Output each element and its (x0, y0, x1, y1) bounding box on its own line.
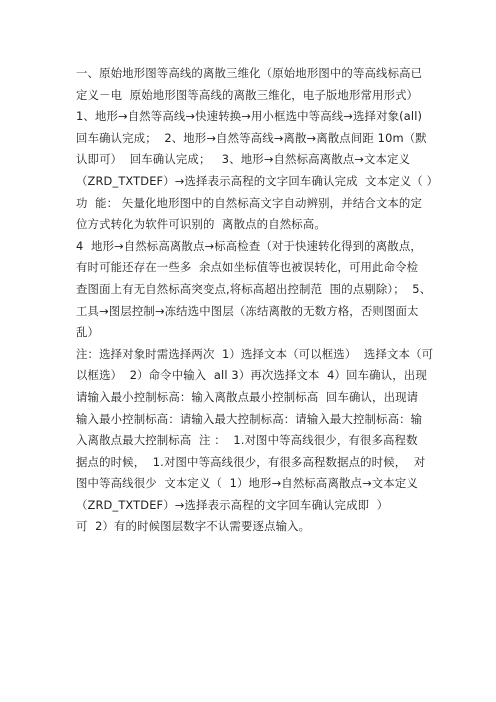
text-line: 入离散点最大控制标高 注 ： 1.对图中等高线很少，有很多高程数 (76, 433, 418, 448)
text-line: 请输入最小控制标高：输入离散点最小控制标高 回车确认，出现请 (76, 389, 419, 404)
text-line: 工具→图层控制→冻结选中图层（冻结离散的无数方格，否则图面太 (76, 303, 419, 318)
text-line: 一、原始地形图等高线的离散三维化（原始地形图中的等高线标高已 (76, 66, 423, 80)
text-line: （ZRD_TXTDEF）→选择表示高程的文字回车确认完成即 ） (76, 497, 389, 512)
text-line: 据点的时候， 1.对图中等高线很少，有很多高程数据点的时候， 对 (76, 454, 426, 469)
text-line: 以框选） 2）命令中输入 all 3）再次选择文本 4）回车确认，出现 (76, 368, 427, 383)
text-line: 回车确认完成； 2、地形→自然等高线→离散→离散点间距 10m（默 (76, 130, 427, 145)
document-body (76, 63, 439, 538)
text-line: 注：选择对象时需选择两次 1）选择文本（可以框选） 选择文本（可 (76, 346, 434, 361)
text-line: 乱） (76, 325, 100, 340)
text-line: 定义－电 原始地形图等高线的离散三维化，电子版地形常用形式） (76, 87, 419, 102)
text-line: 查图面上有无自然标高突变点,将标高超出控制范 围的点剔除）； 5、 (76, 281, 432, 296)
text-line: 4 地形→自然标高离散点→标高检查（对于快速转化得到的离散点， (76, 238, 422, 253)
text-line: 有时可能还存在一些多 余点如坐标值等也被误转化，可用此命令检 (76, 260, 419, 275)
text-line: 图中等高线很少 文本定义（ 1）地形→自然标高离散点→文本定义 (76, 476, 418, 491)
text-line: （ZRD_TXTDEF）→选择表示高程的文字回车确认完成 文本定义（ ） (76, 173, 439, 188)
text-line: 输入最小控制标高：请输入最大控制标高：请输入最大控制标高：输 (76, 411, 423, 426)
text-line: 认即可） 回车确认完成； 3、地形→自然标高离散点→文本定义 (76, 152, 411, 167)
text-line: 可 2）有的时候图层数字不认需要逐点输入。 (76, 519, 311, 534)
text-line: 1、地形→自然等高线→快速转换→用小框选中等高线→选择对象(all) (76, 109, 423, 124)
text-line: 功 能： 矢量化地形图中的自然标高文字自动辨别，并结合文本的定 (76, 195, 422, 210)
text-line: 位方式转化为软件可识别的 离散点的自然标高。 (76, 217, 326, 232)
